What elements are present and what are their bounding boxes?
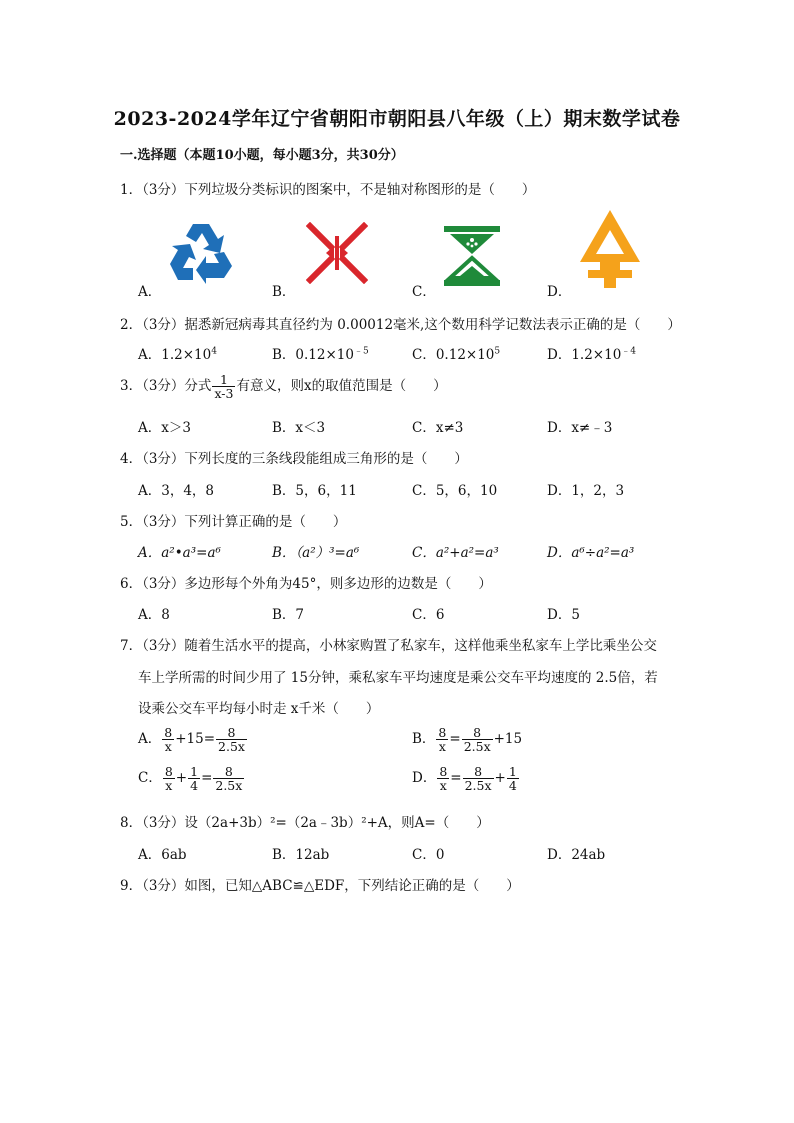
- question-1-stem: 1．（3分）下列垃圾分类标识的图案中，不是轴对称图形的是（ ）: [120, 182, 536, 198]
- q8-option-a[interactable]: A．6ab: [138, 847, 187, 863]
- numerator: 8: [439, 764, 448, 779]
- q1-option-b-label: B．: [272, 284, 296, 300]
- q4-option-c[interactable]: C．5，6，10: [412, 483, 498, 499]
- q7-option-a[interactable]: [138, 726, 248, 753]
- option-label: B．: [272, 347, 296, 363]
- q4-option-b[interactable]: B．5，6，11: [272, 483, 357, 499]
- fraction: [462, 726, 493, 753]
- q1-option-a-label: A．: [138, 284, 162, 300]
- q3-option-d[interactable]: D．x≠﹣3: [547, 420, 613, 436]
- question-2-stem: 2．（3分）据悉新冠病毒其直径约为 0.00012毫米,这个数用科学记数法表示正确的是（ ）: [120, 317, 681, 333]
- question-4-stem: 4．（3分）下列长度的三条线段能组成三角形的是（ ）: [120, 451, 468, 467]
- q3-suffix: 有意义，则x的取值范围是（ ）: [236, 378, 447, 395]
- triangle-arrow-icon[interactable]: [576, 208, 644, 290]
- q3-option-a[interactable]: A．x＞3: [138, 420, 191, 436]
- option-label: C．: [412, 347, 436, 363]
- q2-option-d[interactable]: [547, 343, 636, 363]
- denominator: 4: [190, 778, 199, 794]
- q5-option-a[interactable]: A．a²•a³=a⁶: [138, 545, 221, 561]
- q2-option-c[interactable]: [412, 343, 500, 363]
- fraction: [507, 765, 519, 792]
- numerator: 1: [508, 764, 517, 779]
- option-exponent: ﹣5: [353, 346, 369, 357]
- numerator: 8: [438, 725, 447, 740]
- fraction: [188, 765, 200, 792]
- fraction: [216, 726, 247, 753]
- q8-option-c[interactable]: C．0: [412, 847, 445, 863]
- fraction: [437, 765, 449, 792]
- equals: =: [449, 731, 461, 748]
- question-7-line-2: 车上学所需的时间少用了 15分钟，乘私家车平均速度是乘公交车平均速度的 2.5倍，若: [138, 670, 658, 686]
- question-8-stem: 8．（3分）设（2a+3b）²=（2a﹣3b）²+A，则A=（ ）: [120, 815, 490, 831]
- q5-option-c[interactable]: C．a²+a²=a³: [412, 545, 499, 561]
- plus: +: [494, 770, 506, 787]
- numerator: 1: [190, 764, 199, 779]
- denominator: x: [165, 778, 173, 794]
- recycle-icon[interactable]: [166, 220, 236, 286]
- plus-15: +15: [175, 731, 204, 748]
- denominator: x: [439, 778, 447, 794]
- q6-option-c[interactable]: C．6: [412, 607, 445, 623]
- q6-option-a[interactable]: A．8: [138, 607, 170, 623]
- numerator: 8: [164, 764, 173, 779]
- question-7-line-1: 7．（3分）随着生活水平的提高，小林家购置了私家车，这样他乘坐私家车上学比乘坐公交: [120, 638, 657, 654]
- q4-option-a[interactable]: A．3，4，8: [138, 483, 215, 499]
- option-base: 0.12×10: [435, 347, 495, 363]
- question-3-stem: [120, 373, 447, 400]
- denominator: x: [164, 739, 172, 755]
- q8-option-d[interactable]: D．24ab: [547, 847, 606, 863]
- q1-option-d-label: D．: [547, 284, 572, 300]
- q5-option-b[interactable]: B．（a²）³=a⁶: [272, 545, 360, 561]
- plus: +: [175, 770, 188, 787]
- option-exponent: 4: [211, 346, 217, 357]
- q5-option-d[interactable]: D．a⁶÷a²=a³: [547, 545, 635, 561]
- equals: =: [201, 770, 213, 787]
- numerator: 8: [462, 726, 493, 740]
- option-label: A．: [138, 731, 162, 748]
- q8-option-b[interactable]: B．12ab: [272, 847, 330, 863]
- option-base: 0.12×10: [295, 347, 354, 363]
- question-7-line-3: 设乘公交车平均每小时走 x千米（ ）: [138, 701, 380, 717]
- denominator: 2.5x: [218, 739, 245, 755]
- option-exponent: 5: [494, 346, 501, 357]
- equals: =: [450, 770, 462, 787]
- fraction: [436, 726, 448, 753]
- q2-option-a[interactable]: [138, 343, 217, 363]
- option-label: D．: [547, 347, 572, 363]
- option-label: D．: [412, 770, 437, 787]
- option-label: A．: [138, 347, 162, 363]
- option-exponent: ﹣4: [621, 346, 637, 357]
- numerator: 8: [164, 725, 173, 740]
- denominator: 2.5x: [463, 739, 491, 755]
- hourglass-icon[interactable]: [442, 224, 502, 288]
- q6-option-d[interactable]: D．5: [547, 607, 580, 623]
- question-5-stem: 5．（3分）下列计算正确的是（ ）: [120, 514, 347, 530]
- q4-option-d[interactable]: D．1，2，3: [547, 483, 625, 499]
- q3-option-b[interactable]: B．x＜3: [272, 420, 326, 436]
- q3-option-c[interactable]: C．x≠3: [412, 420, 464, 436]
- denominator: 2.5x: [464, 778, 492, 794]
- denominator: 4: [508, 778, 517, 794]
- numerator: 8: [213, 765, 244, 779]
- fraction: [163, 765, 175, 792]
- question-9-stem: 9．（3分）如图，已知△ABC≌△EDF，下列结论正确的是（ ）: [120, 878, 520, 894]
- q1-option-c-label: C．: [412, 284, 436, 300]
- denominator: x-3: [214, 386, 234, 402]
- numerator: 1: [212, 373, 235, 387]
- denominator: 2.5x: [215, 778, 243, 794]
- fraction: [162, 726, 174, 753]
- q3-prefix: 3．（3分）分式: [120, 378, 212, 395]
- option-base: 1.2×10: [571, 347, 622, 363]
- numerator: 8: [216, 726, 247, 740]
- q6-option-b[interactable]: B．7: [272, 607, 305, 623]
- denominator: x: [438, 739, 446, 755]
- fraction: [463, 765, 494, 792]
- equals: =: [203, 731, 216, 748]
- page-title: 2023-2024学年辽宁省朝阳市朝阳县八年级（上）期末数学试卷: [113, 108, 681, 130]
- q2-option-b[interactable]: [272, 343, 369, 363]
- fraction: [213, 765, 244, 792]
- option-label: C．: [138, 770, 162, 787]
- option-label: B．: [412, 731, 436, 748]
- plus-15: +15: [493, 731, 523, 748]
- section-heading: 一.选择题（本题10小题，每小题3分，共30分）: [120, 148, 404, 163]
- option-base: 1.2×10: [161, 347, 212, 363]
- q7-option-b[interactable]: [412, 726, 522, 753]
- cross-arrows-icon[interactable]: [306, 222, 368, 284]
- q7-option-d[interactable]: [412, 765, 520, 792]
- q7-option-c[interactable]: [138, 765, 245, 792]
- question-6-stem: 6．（3分）多边形每个外角为45°，则多边形的边数是（ ）: [120, 576, 492, 592]
- numerator: 8: [463, 765, 494, 779]
- fraction: [212, 373, 235, 400]
